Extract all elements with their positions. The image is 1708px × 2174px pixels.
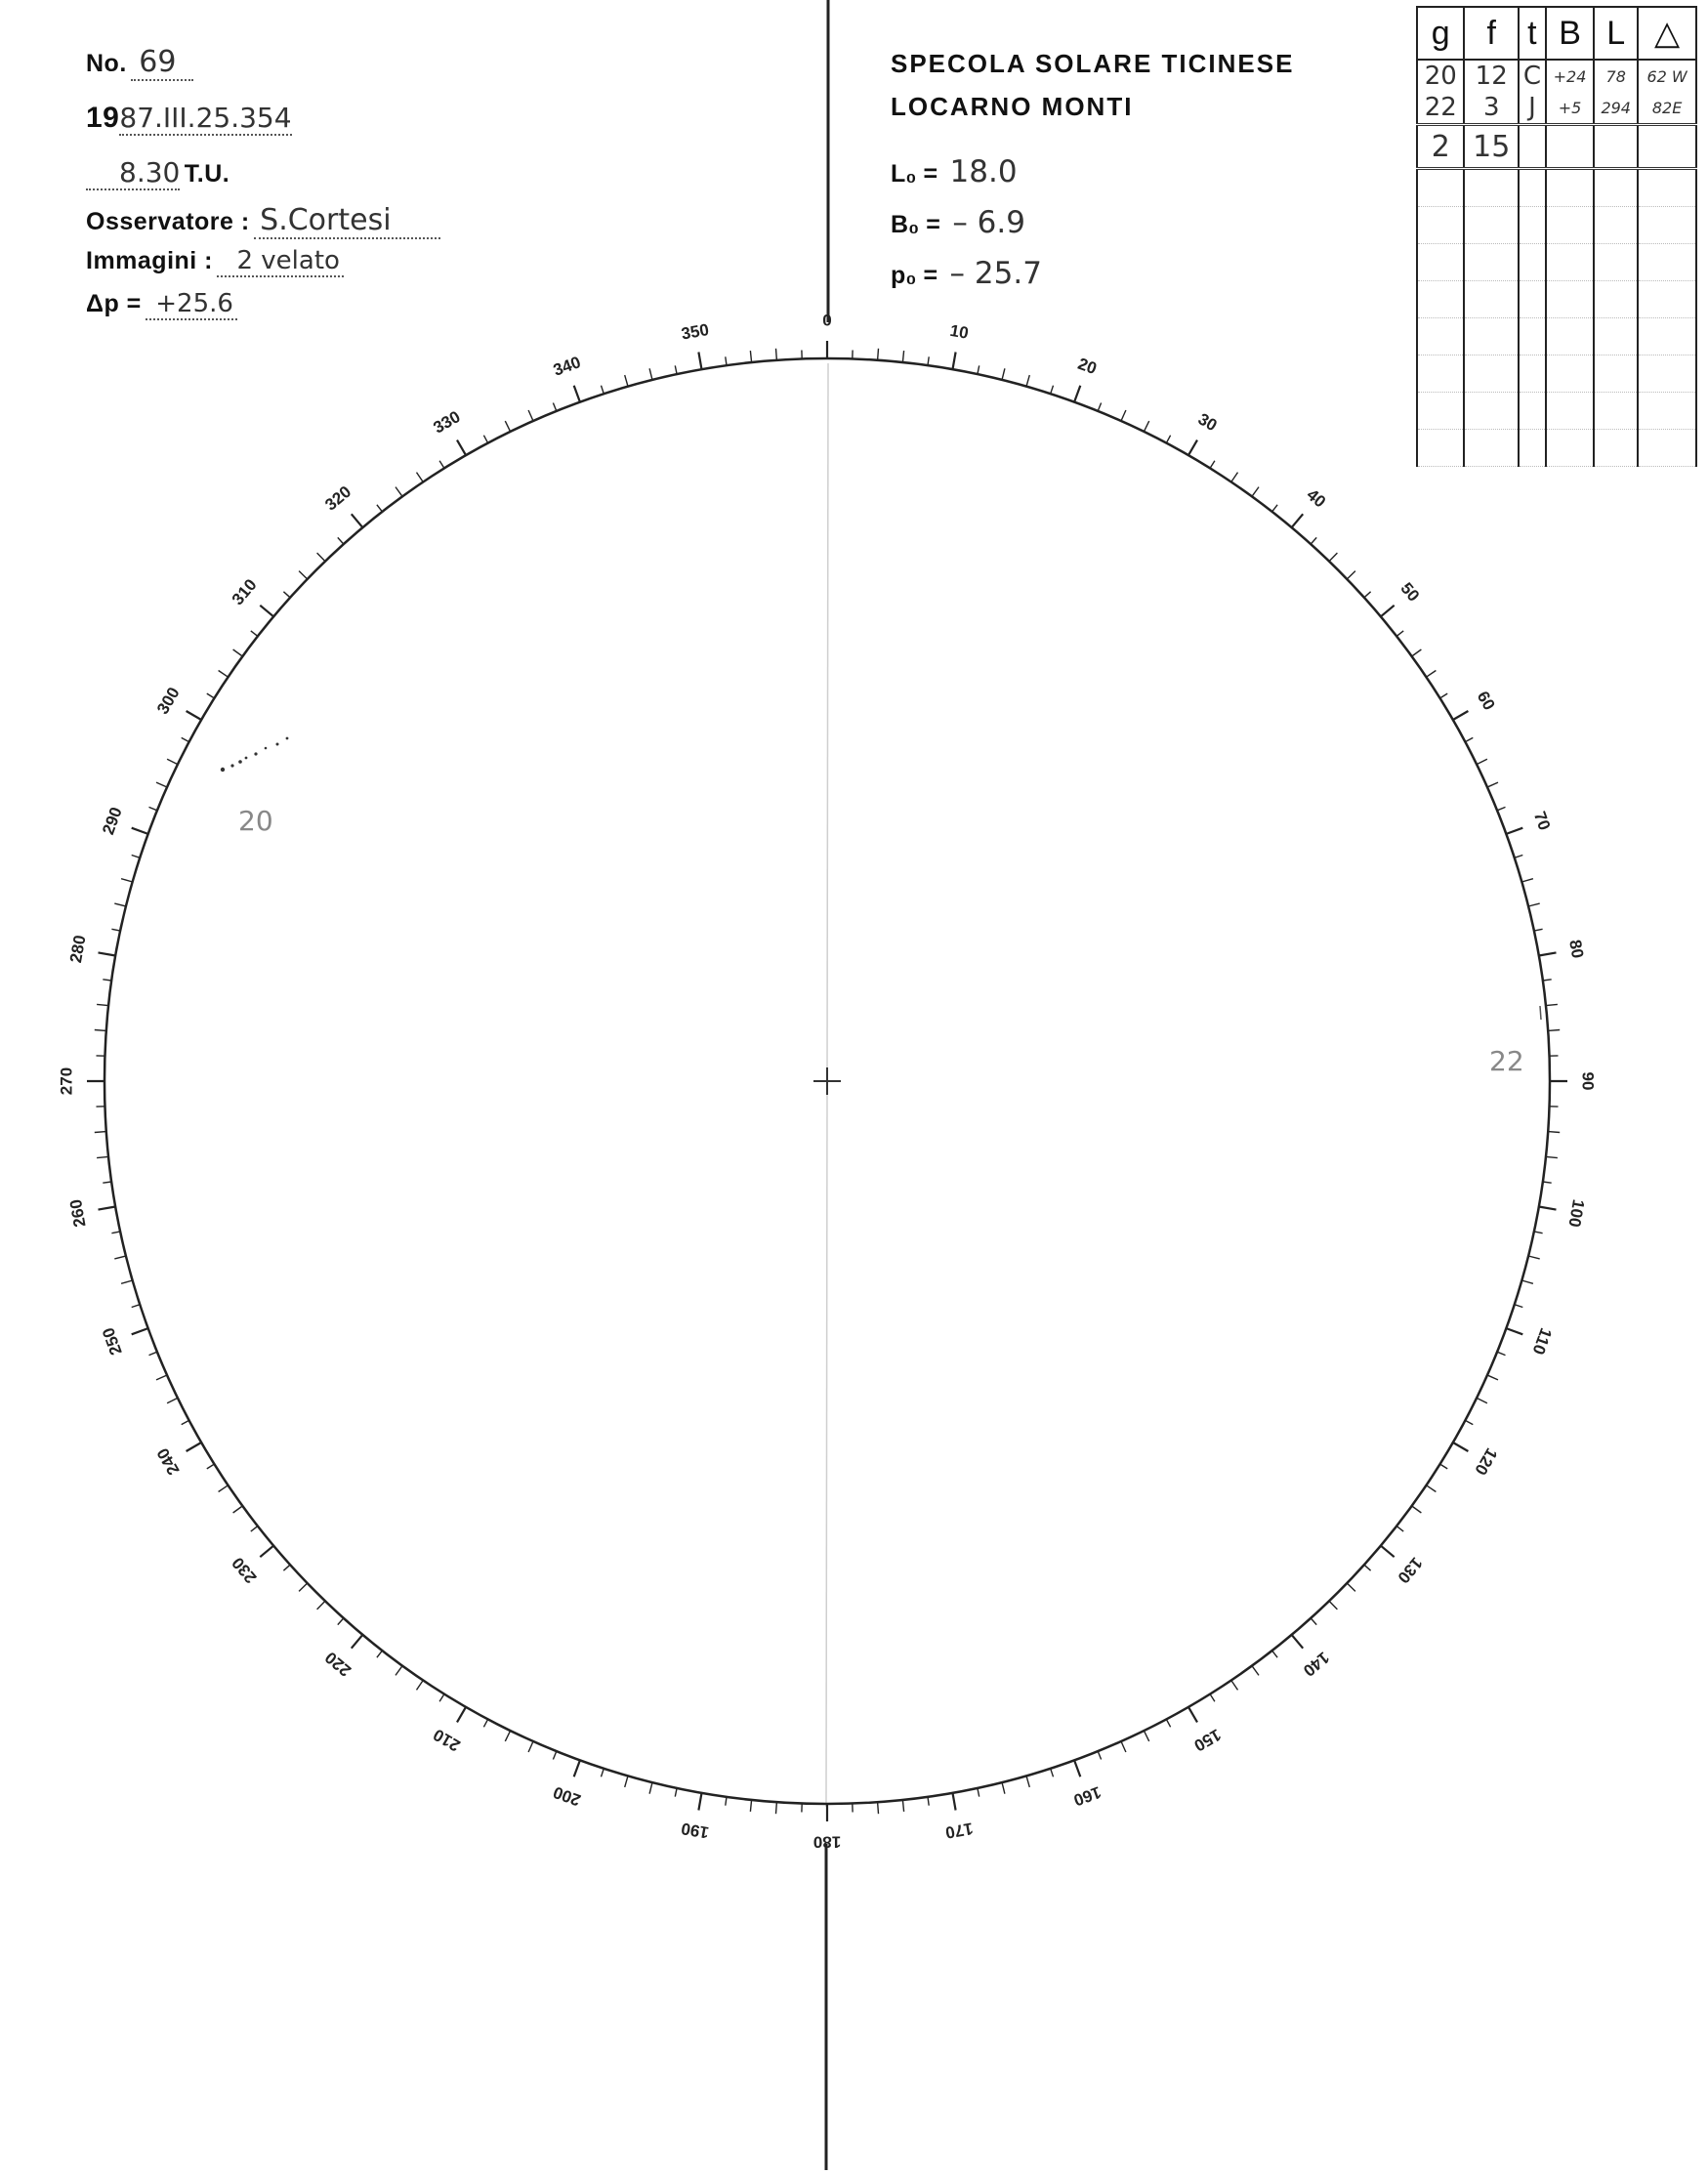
tick-mark xyxy=(187,711,202,720)
tick-mark xyxy=(1002,1782,1005,1794)
tick-mark xyxy=(1292,514,1304,527)
cell-t: C xyxy=(1519,60,1546,92)
tick-mark xyxy=(111,1232,120,1233)
tick-mark xyxy=(1329,553,1337,562)
center-cross xyxy=(813,1067,841,1095)
angle-label: 80 xyxy=(1565,938,1588,960)
institution-line2: LOCARNO MONTI xyxy=(891,92,1134,121)
time-label: T.U. xyxy=(184,160,230,188)
total-groups: 2 xyxy=(1417,125,1464,169)
cell-L: 78 xyxy=(1594,60,1638,92)
sunspot-group-20 xyxy=(221,737,289,837)
tick-mark xyxy=(505,421,510,432)
cell-t: J xyxy=(1519,92,1546,125)
tick-mark xyxy=(1210,461,1215,469)
angle-label: 230 xyxy=(228,1553,261,1587)
tick-mark xyxy=(528,410,533,421)
angle-label: 330 xyxy=(430,406,464,438)
tick-mark xyxy=(483,1719,487,1727)
angle-label: 170 xyxy=(943,1819,975,1843)
tick-mark xyxy=(1440,693,1448,698)
tick-mark xyxy=(1347,571,1355,579)
images-label: Immagini : xyxy=(86,247,214,274)
cell-delta: 82E xyxy=(1638,92,1696,125)
param-p0-value: – 25.7 xyxy=(949,256,1042,291)
tick-mark xyxy=(97,1156,108,1157)
tick-mark xyxy=(574,1760,580,1777)
tick-mark xyxy=(1026,375,1029,387)
tick-mark xyxy=(1188,1707,1197,1723)
tick-mark xyxy=(1272,505,1278,512)
tick-mark xyxy=(1144,1731,1148,1741)
tick-mark xyxy=(505,1731,510,1741)
sunspot xyxy=(1540,1006,1541,1020)
tick-mark xyxy=(219,671,229,678)
tick-mark xyxy=(207,1464,215,1469)
angle-label: 200 xyxy=(550,1782,584,1810)
tick-mark xyxy=(1528,1256,1540,1259)
param-L0-label: L₀ = xyxy=(891,160,938,188)
tick-mark xyxy=(439,461,444,469)
tick-mark xyxy=(1381,606,1395,617)
tick-mark xyxy=(1252,487,1259,497)
tick-mark xyxy=(1497,807,1505,810)
tick-mark xyxy=(1396,631,1403,637)
tick-mark xyxy=(1453,711,1469,720)
tick-mark xyxy=(219,1485,229,1492)
param-p0-label: p₀ = xyxy=(891,262,938,289)
tick-mark xyxy=(1098,1751,1101,1759)
tick-mark xyxy=(1539,952,1557,955)
group-label-22: 22 xyxy=(1489,1045,1524,1077)
tick-mark xyxy=(1477,1398,1487,1402)
angle-label: 70 xyxy=(1529,809,1555,833)
cell-B: +24 xyxy=(1546,60,1594,92)
cell-g: 22 xyxy=(1417,92,1464,125)
sunspot-group-22 xyxy=(1489,1006,1541,1077)
date-value: 87.III.25.354 xyxy=(119,102,292,134)
tick-mark xyxy=(283,592,290,598)
tick-mark xyxy=(1311,537,1316,544)
tick-mark xyxy=(260,1546,273,1558)
delta-p-label: Δp = xyxy=(86,290,142,317)
tick-mark xyxy=(602,1769,604,1777)
group-label-20: 20 xyxy=(238,805,273,837)
tick-mark xyxy=(776,1802,777,1814)
tick-mark xyxy=(457,1707,466,1723)
angle-label: 60 xyxy=(1473,688,1499,714)
tick-mark xyxy=(299,1583,308,1591)
tick-mark xyxy=(1515,856,1523,858)
tick-mark xyxy=(97,1004,108,1005)
tick-mark xyxy=(902,1800,903,1812)
col-header-L: L xyxy=(1594,7,1638,60)
tick-mark xyxy=(1210,1694,1215,1702)
tick-mark xyxy=(1528,903,1540,906)
sunspot xyxy=(221,768,225,772)
angle-label: 240 xyxy=(152,1444,184,1479)
tick-mark xyxy=(121,879,133,882)
tick-mark xyxy=(902,351,903,362)
delta-p-value: +25.6 xyxy=(146,289,237,320)
angle-label: 40 xyxy=(1303,484,1330,512)
tick-mark xyxy=(1396,1526,1403,1532)
angle-label: 0 xyxy=(822,311,832,330)
cell-B: +5 xyxy=(1546,92,1594,125)
tick-mark xyxy=(149,1352,157,1355)
angle-label: 190 xyxy=(680,1819,711,1843)
tick-mark xyxy=(675,1788,677,1797)
tick-mark xyxy=(1548,1132,1560,1133)
angle-label: 20 xyxy=(1075,354,1100,379)
cell-delta: 62 W xyxy=(1638,60,1696,92)
tick-mark xyxy=(625,375,628,387)
tick-mark xyxy=(396,487,402,497)
tick-mark xyxy=(878,349,879,360)
angle-label: 30 xyxy=(1194,409,1221,436)
tick-mark xyxy=(1051,1769,1054,1777)
tick-mark xyxy=(1534,1232,1543,1233)
tick-mark xyxy=(1026,1776,1029,1787)
tick-mark xyxy=(417,1681,424,1691)
tick-mark xyxy=(1364,592,1371,598)
tick-mark xyxy=(99,952,116,955)
tick-mark xyxy=(317,1601,325,1610)
cell-f: 3 xyxy=(1464,92,1519,125)
angle-label: 250 xyxy=(99,1324,126,1359)
tick-mark xyxy=(1166,436,1170,443)
tick-mark xyxy=(602,386,604,395)
tick-mark xyxy=(978,1788,979,1797)
tick-mark xyxy=(1487,782,1498,787)
tick-mark xyxy=(396,1666,402,1676)
tick-mark xyxy=(99,1207,116,1210)
number-value: 69 xyxy=(131,45,193,81)
tick-mark xyxy=(1144,421,1148,432)
tick-mark xyxy=(750,1800,751,1812)
col-header-f: f xyxy=(1464,7,1519,60)
tick-mark xyxy=(1487,1375,1498,1380)
tick-mark xyxy=(675,365,677,374)
tick-mark xyxy=(1051,386,1054,395)
tick-mark xyxy=(103,1182,111,1183)
tick-mark xyxy=(352,514,363,527)
tick-mark xyxy=(726,356,727,365)
tick-mark xyxy=(1329,1601,1337,1610)
tick-mark xyxy=(156,782,167,787)
angle-label: 150 xyxy=(1190,1725,1225,1756)
tick-mark xyxy=(95,1030,106,1031)
tick-mark xyxy=(528,1741,533,1752)
tick-mark xyxy=(878,1802,879,1814)
tick-mark xyxy=(352,1635,363,1649)
observer-value: S.Cortesi xyxy=(254,203,439,239)
cell-f: 12 xyxy=(1464,60,1519,92)
tick-mark xyxy=(1074,1760,1080,1777)
tick-mark xyxy=(1506,828,1522,834)
tick-mark xyxy=(1546,1156,1558,1157)
tick-mark xyxy=(103,980,111,981)
tick-mark xyxy=(953,353,956,370)
tick-mark xyxy=(698,1793,701,1811)
tick-mark xyxy=(1543,980,1552,981)
angle-label: 340 xyxy=(550,353,584,380)
tick-mark xyxy=(1121,1741,1126,1752)
tick-mark xyxy=(1347,1583,1355,1591)
col-header-g: g xyxy=(1417,7,1464,60)
angle-label: 90 xyxy=(1578,1071,1598,1091)
angle-label: 140 xyxy=(1299,1648,1333,1681)
tick-mark xyxy=(207,693,215,698)
tick-mark xyxy=(1515,1305,1523,1308)
tick-mark xyxy=(132,856,141,858)
sunspot xyxy=(238,760,242,764)
angle-label: 350 xyxy=(680,319,711,344)
tick-mark xyxy=(698,353,701,370)
tick-mark xyxy=(1539,1207,1557,1210)
tick-mark xyxy=(553,1751,556,1759)
sunspot xyxy=(254,752,257,755)
angle-label: 10 xyxy=(948,320,971,343)
tick-mark xyxy=(439,1694,444,1702)
tick-mark xyxy=(114,903,126,906)
param-L0-value: 18.0 xyxy=(949,154,1018,189)
sunspot xyxy=(265,747,268,750)
tick-mark xyxy=(1440,1464,1448,1469)
tick-mark xyxy=(726,1797,727,1806)
tick-mark xyxy=(251,1526,258,1532)
tick-mark xyxy=(1465,1420,1473,1424)
tick-mark xyxy=(1546,1004,1558,1005)
tick-mark xyxy=(1453,1442,1469,1451)
angle-label: 120 xyxy=(1471,1444,1502,1479)
tick-mark xyxy=(132,1328,148,1334)
tick-mark xyxy=(574,386,580,402)
tick-mark xyxy=(649,1782,652,1794)
tick-mark xyxy=(338,537,344,544)
tick-mark xyxy=(649,368,652,380)
tick-mark xyxy=(953,1793,956,1811)
date-prefix: 19 xyxy=(86,102,120,134)
tick-mark xyxy=(233,1506,243,1513)
institution-line1: SPECOLA SOLARE TICINESE xyxy=(891,49,1295,78)
tick-mark xyxy=(1231,473,1238,482)
tick-mark xyxy=(1311,1618,1316,1625)
tick-mark xyxy=(978,365,979,374)
tick-mark xyxy=(111,929,120,931)
tick-mark xyxy=(149,807,157,810)
observer-label: Osservatore : xyxy=(86,208,250,235)
tick-mark xyxy=(750,351,751,362)
angle-label: 310 xyxy=(228,575,261,609)
param-B0-value: – 6.9 xyxy=(952,205,1025,240)
angle-label: 50 xyxy=(1396,578,1424,606)
tick-mark xyxy=(1121,410,1126,421)
sunspot xyxy=(286,737,289,740)
cell-L: 294 xyxy=(1594,92,1638,125)
total-spots: 15 xyxy=(1464,125,1519,169)
tick-mark xyxy=(1074,386,1080,402)
tick-mark xyxy=(1002,368,1005,380)
tick-mark xyxy=(625,1776,628,1787)
time-value: 8.30 xyxy=(86,156,180,190)
angle-label: 260 xyxy=(65,1197,90,1229)
tick-mark xyxy=(1098,403,1101,411)
angle-label: 180 xyxy=(812,1832,842,1852)
tick-mark xyxy=(1497,1352,1505,1355)
tick-mark xyxy=(299,571,308,579)
tick-mark xyxy=(317,553,325,562)
tick-mark xyxy=(260,606,273,617)
tick-mark xyxy=(167,1398,178,1402)
tick-mark xyxy=(1252,1666,1259,1676)
tick-mark xyxy=(928,1797,929,1806)
tick-mark xyxy=(114,1256,126,1259)
tick-mark xyxy=(1427,671,1437,678)
tick-mark xyxy=(187,1442,202,1451)
tick-mark xyxy=(233,649,243,656)
tick-mark xyxy=(553,403,556,411)
cell-g: 20 xyxy=(1417,60,1464,92)
angle-label: 290 xyxy=(99,804,126,838)
tick-mark xyxy=(1543,1182,1552,1183)
tick-mark xyxy=(1292,1635,1304,1649)
tick-mark xyxy=(483,436,487,443)
col-header-delta: △ xyxy=(1638,7,1696,60)
tick-mark xyxy=(928,356,929,365)
col-header-t: t xyxy=(1519,7,1546,60)
tick-mark xyxy=(1548,1030,1560,1031)
tick-mark xyxy=(1166,1719,1170,1727)
tick-mark xyxy=(95,1132,106,1133)
tick-mark xyxy=(1521,879,1533,882)
tick-mark xyxy=(1477,759,1487,764)
tick-mark xyxy=(1427,1485,1437,1492)
tick-mark xyxy=(776,349,777,360)
tick-mark xyxy=(1506,1328,1522,1334)
tick-mark xyxy=(417,473,424,482)
tick-mark xyxy=(182,737,189,741)
angle-label: 210 xyxy=(430,1725,464,1756)
tick-mark xyxy=(1534,929,1543,931)
tick-mark xyxy=(338,1618,344,1625)
param-B0-label: B₀ = xyxy=(891,211,940,238)
tick-mark xyxy=(377,1651,383,1657)
sunspot xyxy=(245,757,248,760)
tick-mark xyxy=(283,1565,290,1570)
angle-label: 280 xyxy=(65,934,90,965)
images-value: 2 velato xyxy=(217,246,343,277)
tick-mark xyxy=(167,759,178,764)
tick-mark xyxy=(457,440,466,456)
angle-label: 300 xyxy=(152,684,184,718)
tick-mark xyxy=(377,505,383,512)
tick-mark xyxy=(1272,1651,1278,1657)
tick-mark xyxy=(1465,737,1473,741)
sunspot xyxy=(230,764,233,767)
tick-mark xyxy=(1412,1506,1422,1513)
angle-label: 110 xyxy=(1528,1325,1556,1358)
angle-label: 270 xyxy=(57,1066,76,1096)
angle-label: 130 xyxy=(1394,1553,1427,1587)
tick-mark xyxy=(1412,649,1422,656)
sunspot xyxy=(276,743,279,746)
angle-label: 220 xyxy=(321,1648,355,1681)
angle-label: 160 xyxy=(1070,1782,1104,1810)
tick-mark xyxy=(251,631,258,637)
tick-mark xyxy=(156,1375,167,1380)
tick-mark xyxy=(1364,1565,1371,1570)
tick-mark xyxy=(1188,440,1197,456)
tick-mark xyxy=(121,1280,133,1283)
angle-label: 100 xyxy=(1564,1197,1589,1229)
tick-mark xyxy=(132,1305,141,1308)
tick-mark xyxy=(182,1420,189,1424)
tick-mark xyxy=(132,828,148,834)
angle-label: 320 xyxy=(321,481,355,515)
number-label: No. xyxy=(86,50,127,77)
tick-mark xyxy=(1521,1280,1533,1283)
col-header-B: B xyxy=(1546,7,1594,60)
tick-mark xyxy=(1231,1681,1238,1691)
tick-mark xyxy=(1381,1546,1395,1558)
